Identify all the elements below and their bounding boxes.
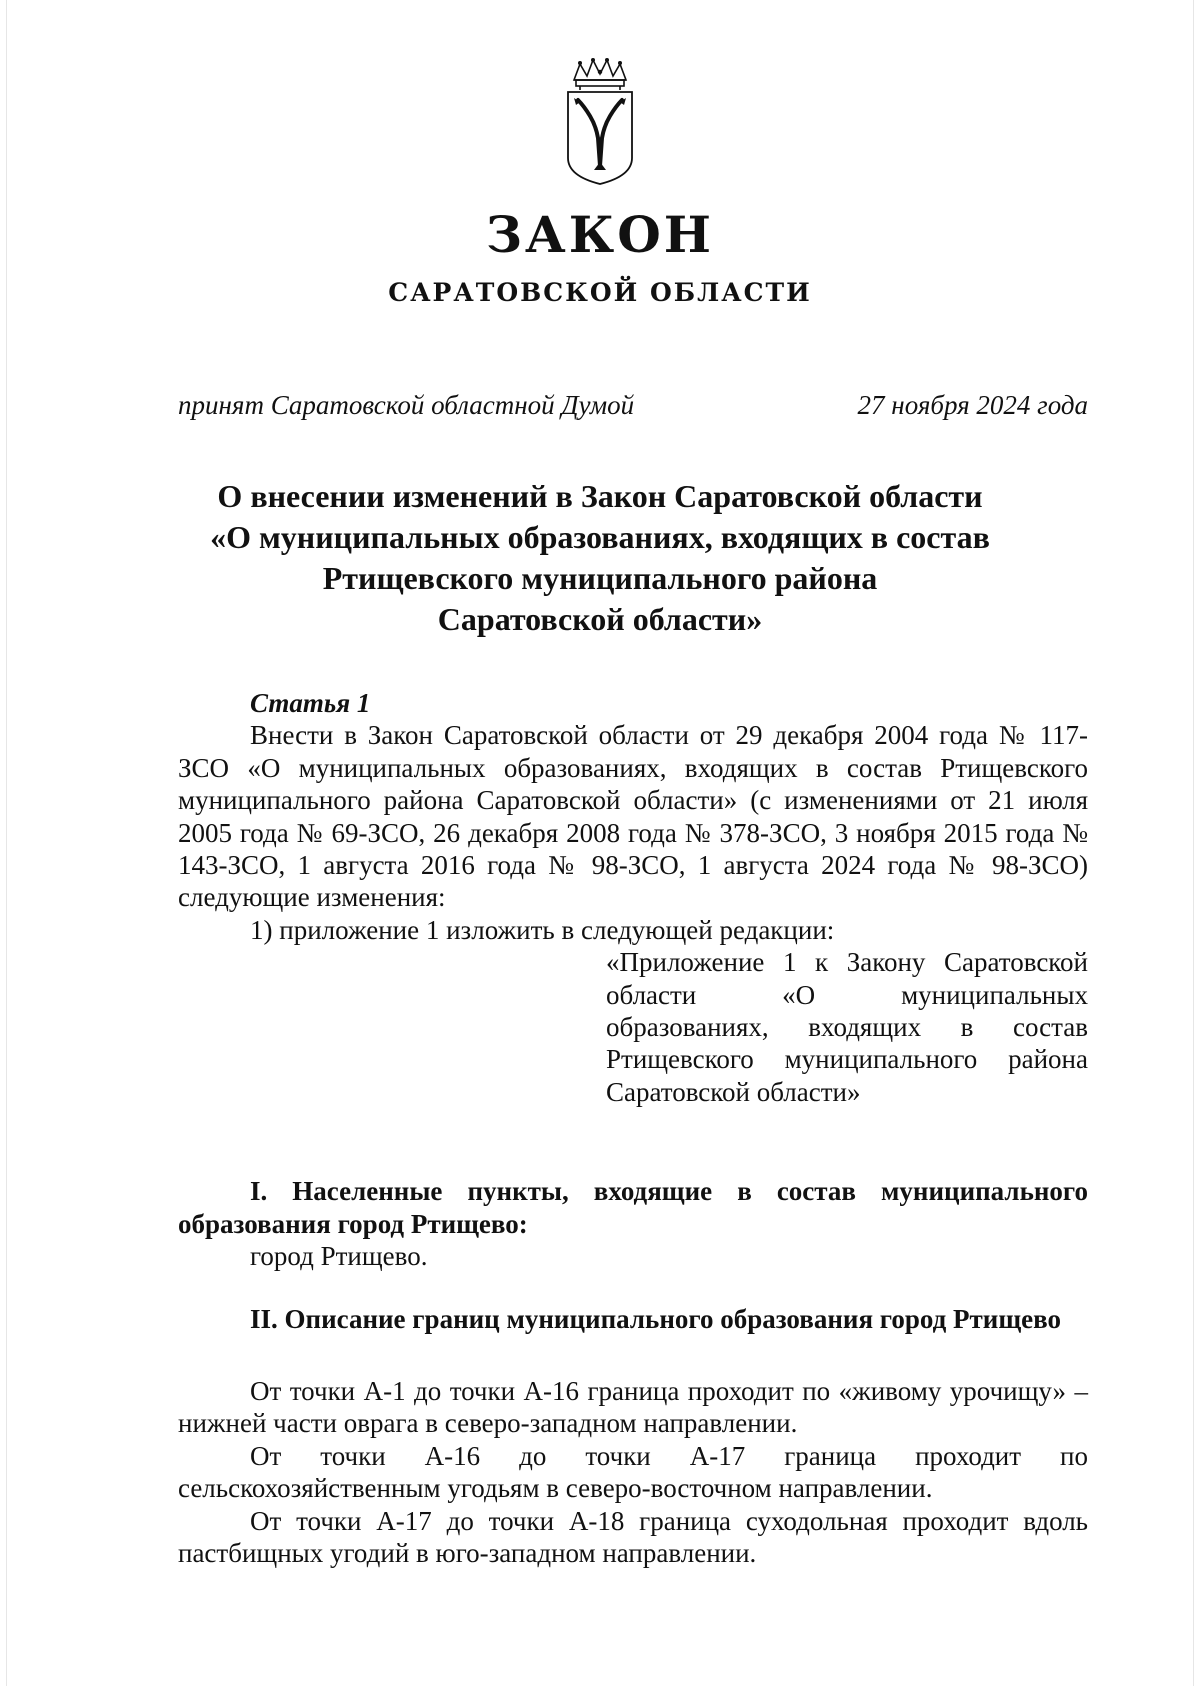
law-title-line: «О муниципальных образованиях, входящих в состав [210,519,990,555]
article-intro: Внести в Закон Саратовской области от 29 декабря 2004 года № 117-ЗСО «О муниципальных образованиях, входящих в состав Ртищевского муниципального района Саратовской области» (с изменениями от 21 июля 2005 года № 69-ЗСО, 26 декабря 2008 года № 378-ЗСО, 3 ноября 2015 года № 143-ЗСО, 1 августа 2016 года № 98-ЗСО, 1 августа 2024 года № 98-ЗСО) следующие изменения: [178,720,1088,913]
law-title [150,476,1050,640]
section-heading: I. Населенные пункты, входящие в состав муниципального образования город Ртищево: [178,1176,1088,1239]
article-item: 1) приложение 1 изложить в следующей редакции: [250,914,835,945]
law-body [178,687,1088,1569]
saratov-coat-of-arms-icon [560,58,640,188]
law-title-line: Ртищевского муниципального района [322,560,878,596]
adoption-date: 27 ноября 2024 года [857,390,1088,420]
adopted-by: принят Саратовской областной Думой [178,390,635,420]
document-subtitle: САРАТОВСКОЙ ОБЛАСТИ [388,278,812,307]
boundary-paragraph: От точки А-17 до точки А-18 граница суходольная проходит вдоль пастбищных угодий в юго-западном направлении. [178,1505,1088,1568]
boundary-paragraph: От точки А-16 до точки А-17 граница проходит по сельскохозяйственным угодьям в северо-восточном направлении. [178,1440,1088,1504]
law-title-line: Саратовской области» [437,601,763,637]
section-text: город Ртищево. [250,1241,428,1272]
section-heading: II. Описание границ муниципального образования город Ртищево [250,1303,1062,1334]
article-heading: Статья 1 [250,688,371,718]
document-title: ЗАКОН [485,205,715,264]
annex-caption: «Приложение 1 к Закону Саратовской области «О муниципальных образованиях, входящих в состав Ртищевского муниципального района Саратовской области» [606,947,1088,1107]
law-title-line: О внесении изменений в Закон Саратовской области [217,478,983,514]
boundary-paragraph: От точки А-1 до точки А-16 граница проходит по «живому урочищу» – нижней части оврага в северо-западном направлении. [178,1375,1088,1439]
